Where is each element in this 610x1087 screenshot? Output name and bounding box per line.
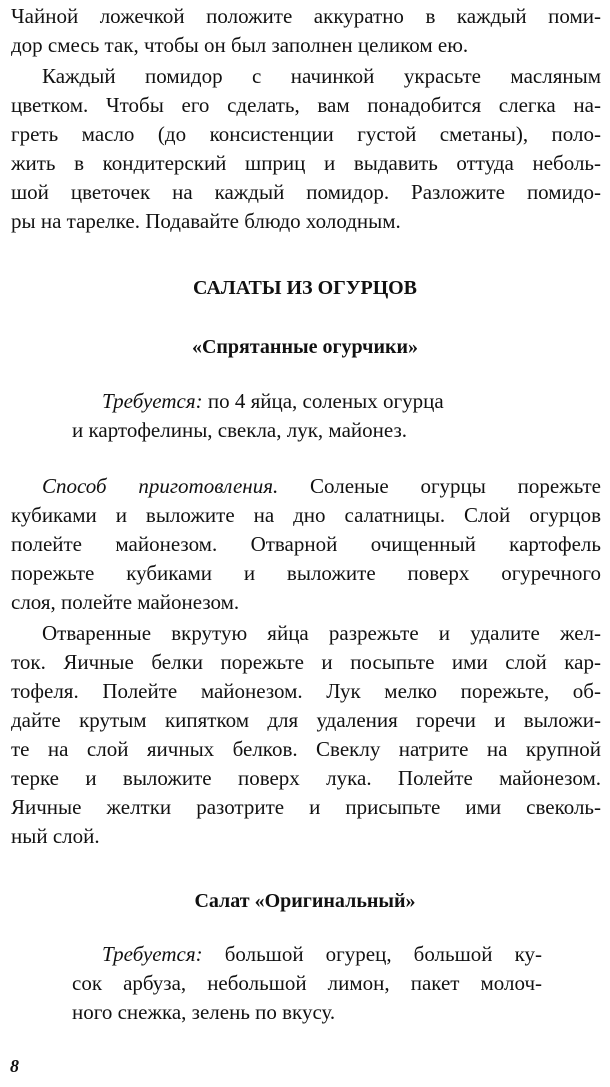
paragraph-decoration — [11, 62, 601, 236]
text-line — [72, 940, 542, 969]
text-line — [11, 472, 601, 501]
text-line: дайте крутым кипятком для удаления горечи и выложи- — [11, 708, 601, 732]
required-text: большой огурец, большой ку- — [224, 942, 542, 966]
recipe-ingredients — [72, 387, 542, 445]
recipe-method — [11, 472, 601, 617]
text-line: греть масло (до консистенции густой сметаны), поло- — [11, 122, 601, 146]
text-line: Чайной ложечкой положите аккуратно в каждый поми- — [11, 4, 601, 28]
text-line: дор смесь так, чтобы он был заполнен целиком ею. — [11, 33, 469, 57]
recipe-title: Салат «Оригинальный» — [194, 890, 416, 912]
recipe-ingredients — [72, 940, 542, 1027]
text-line: ный слой. — [11, 824, 100, 848]
text-line: терке и выложите поверх лука. Полейте майонезом. — [11, 766, 601, 790]
text-line: Каждый помидор с начинкой украсьте масляным — [42, 64, 601, 88]
text-line: цветком. Чтобы его сделать, вам понадобится слегка на- — [11, 93, 601, 117]
text-line: те на слой яичных белков. Свеклу натрите на крупной — [11, 737, 601, 761]
text-line — [72, 387, 542, 416]
text-line: ток. Яичные белки порежьте и посыпьте ими слой кар- — [11, 650, 601, 674]
text-line: ры на тарелке. Подавайте блюдо холодным. — [11, 209, 401, 233]
required-label: Требуется: — [102, 942, 203, 966]
text-line: порежьте кубиками и выложите поверх огуречного — [11, 561, 601, 585]
text-line: Яичные желтки разотрите и присыпьте ими свеколь- — [11, 795, 601, 819]
text-line: шой цветочек на каждый помидор. Разложите помидо- — [11, 180, 601, 204]
text-line: сок арбуза, небольшой лимон, пакет молоч- — [72, 971, 542, 995]
text-line: слоя, полейте майонезом. — [11, 590, 240, 614]
method-text: Соленые огурцы порежьте — [310, 474, 601, 498]
text-line: и картофелины, свекла, лук, майонез. — [72, 418, 407, 442]
text-line: Отваренные вкрутую яйца разрежьте и удалите жел- — [42, 621, 601, 645]
paragraph-intro — [11, 2, 601, 60]
method-label: Способ приготовления. — [42, 474, 279, 498]
required-label: Требуется: — [102, 389, 203, 413]
recipe-method-continued — [11, 619, 601, 851]
text-line: тофеля. Полейте майонезом. Лук мелко порежьте, об- — [11, 679, 601, 703]
text-line: кубиками и выложите на дно салатницы. Слой огурцов — [11, 503, 601, 527]
required-text: по 4 яйца, соленых огурца — [207, 389, 444, 413]
section-title: САЛАТЫ ИЗ ОГУРЦОВ — [193, 277, 417, 299]
page-number: 8 — [10, 1056, 19, 1076]
text-line: жить в кондитерский шприц и выдавить оттуда неболь- — [11, 151, 601, 175]
text-line: полейте майонезом. Отварной очищенный картофель — [11, 532, 601, 556]
text-line: ного снежка, зелень по вкусу. — [72, 1000, 336, 1024]
recipe-title: «Спрятанные огурчики» — [191, 336, 419, 358]
